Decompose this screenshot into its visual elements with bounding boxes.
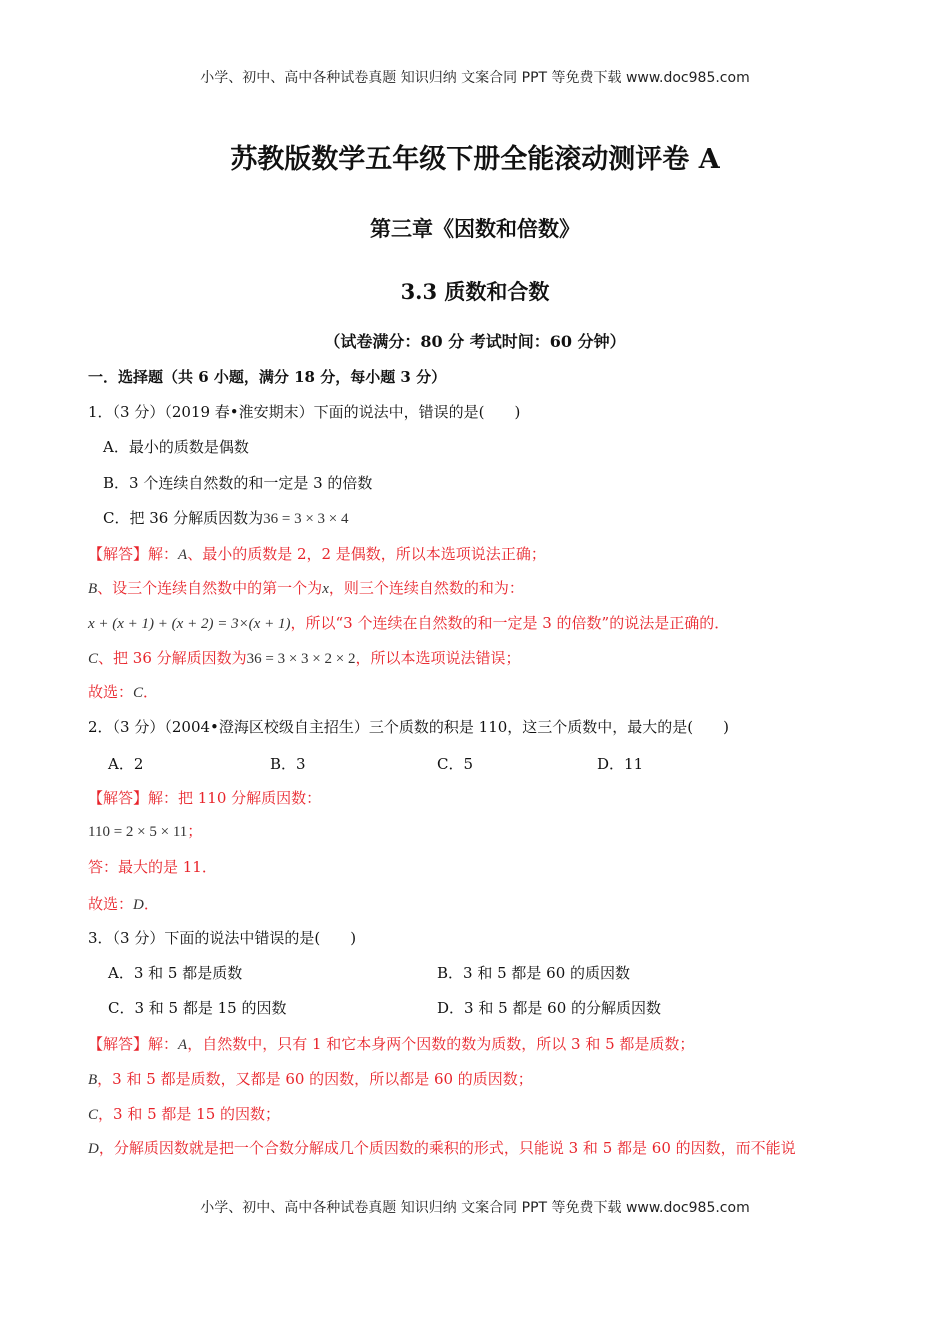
text-line xyxy=(88,1104,280,1125)
answer-text: 故选： xyxy=(88,895,134,913)
question-text: B．3 个连续自然数的和一定是 3 的倍数 xyxy=(88,474,373,492)
text-line xyxy=(88,508,349,529)
text-line xyxy=(88,928,356,948)
math-expression: A xyxy=(178,1037,188,1053)
q2-option-d: D．11 xyxy=(597,755,644,773)
answer-text: ，3 和 5 都是 15 的因数； xyxy=(98,1105,281,1123)
text-line xyxy=(88,437,249,457)
q2-option-a: A．2 xyxy=(108,755,144,773)
text-line xyxy=(88,857,217,877)
answer-text: 、设三个连续自然数中的第一个为 xyxy=(97,579,323,597)
math-expression: D xyxy=(88,1141,99,1157)
q3-option-b: B．3 和 5 都是 60 的质因数 xyxy=(437,964,631,982)
math-expression: D xyxy=(133,897,144,913)
text-line xyxy=(88,613,729,634)
text-line xyxy=(88,788,321,808)
text-line xyxy=(88,1034,694,1055)
question-text: 2．（3 分）（2004•澄海区校级自主招生）三个质数的积是 110，这三个质数中，最大的是( ) xyxy=(88,718,729,736)
answer-text: 【解答】解：把 110 分解质因数： xyxy=(88,789,322,807)
answer-text: ，所以本选项说法错误； xyxy=(355,649,521,667)
text-line xyxy=(88,894,159,915)
q2-option-c: C．5 xyxy=(437,755,474,773)
question-text: C．把 36 分解质因数为 xyxy=(88,509,264,527)
text-line xyxy=(88,473,372,493)
section-title: 3.3 质数和合数 xyxy=(400,279,550,304)
answer-text: ； xyxy=(187,822,203,840)
question-text: 3．（3 分）下面的说法中错误的是( ) xyxy=(88,929,357,947)
chapter-title: 第三章《因数和倍数》 xyxy=(370,216,580,241)
answer-text: ，则三个连续自然数的和为： xyxy=(328,579,524,597)
text-line xyxy=(88,544,546,565)
q3-option-c: C．3 和 5 都是 15 的因数 xyxy=(108,999,287,1017)
text-line xyxy=(88,1069,533,1090)
math-expression: 36 = 3 × 3 × 2 × 2 xyxy=(246,651,356,667)
doc-title: 苏教版数学五年级下册全能滚动测评卷 A xyxy=(230,144,720,175)
answer-text: 、把 36 分解质因数为 xyxy=(98,649,247,667)
page-header: 小学、初中、高中各种试卷真题 知识归纳 文案合同 PPT 等免费下载 www.doc985.com xyxy=(200,70,750,86)
answer-text: 答：最大的是 11． xyxy=(88,858,217,876)
math-expression: C xyxy=(88,1107,99,1123)
math-expression: B xyxy=(88,1072,98,1088)
answer-text: ． xyxy=(143,895,159,913)
text-line xyxy=(88,717,729,737)
exam-info: （试卷满分：80 分 考试时间：60 分钟） xyxy=(324,332,626,351)
question-text: 1．（3 分）（2019 春•淮安期末）下面的说法中，错误的是( ) xyxy=(88,403,521,421)
answer-text: 故选： xyxy=(88,683,134,701)
math-expression: x + (x + 1) + (x + 2) = 3×(x + 1) xyxy=(88,616,291,632)
answer-text: 【解答】解： xyxy=(88,1035,179,1053)
q3-option-d: D．3 和 5 都是 60 的分解质因数 xyxy=(437,999,662,1017)
text-line xyxy=(88,1138,796,1159)
answer-text: ，所以“3 个连续在自然数的和一定是 3 的倍数”的说法是正确的． xyxy=(290,614,730,632)
text-line xyxy=(88,682,158,703)
math-expression: 36 = 3 × 3 × 4 xyxy=(263,511,349,527)
page-footer: 小学、初中、高中各种试卷真题 知识归纳 文案合同 PPT 等免费下载 www.doc985.com xyxy=(200,1200,750,1216)
math-expression: B xyxy=(88,581,98,597)
answer-text: 、最小的质数是 2，2 是偶数，所以本选项说法正确； xyxy=(187,545,546,563)
math-expression: C xyxy=(88,651,99,667)
part-heading: 一．选择题（共 6 小题，满分 18 分，每小题 3 分） xyxy=(88,368,447,386)
math-expression: 110 = 2 × 5 × 11 xyxy=(88,824,188,840)
answer-text: ，自然数中，只有 1 和它本身两个因数的数为质数，所以 3 和 5 都是质数； xyxy=(187,1035,695,1053)
answer-text: ． xyxy=(143,683,159,701)
text-line xyxy=(88,402,520,422)
question-text: A．最小的质数是偶数 xyxy=(88,438,249,456)
answer-text: 【解答】解： xyxy=(88,545,179,563)
math-expression: A xyxy=(178,547,188,563)
math-expression: C xyxy=(133,685,144,701)
text-line xyxy=(88,578,524,599)
math-expression: x xyxy=(322,581,329,597)
q3-option-a: A．3 和 5 都是质数 xyxy=(108,964,243,982)
answer-text: ，分解质因数就是把一个合数分解成几个质因数的乘积的形式，只能说 3 和 5 都是 60 的因数，而不能说 xyxy=(98,1139,796,1157)
q2-option-b: B．3 xyxy=(270,755,306,773)
text-line xyxy=(88,648,521,669)
answer-text: ，3 和 5 都是质数，又都是 60 的因数，所以都是 60 的质因数； xyxy=(97,1070,533,1088)
text-line xyxy=(88,821,202,842)
